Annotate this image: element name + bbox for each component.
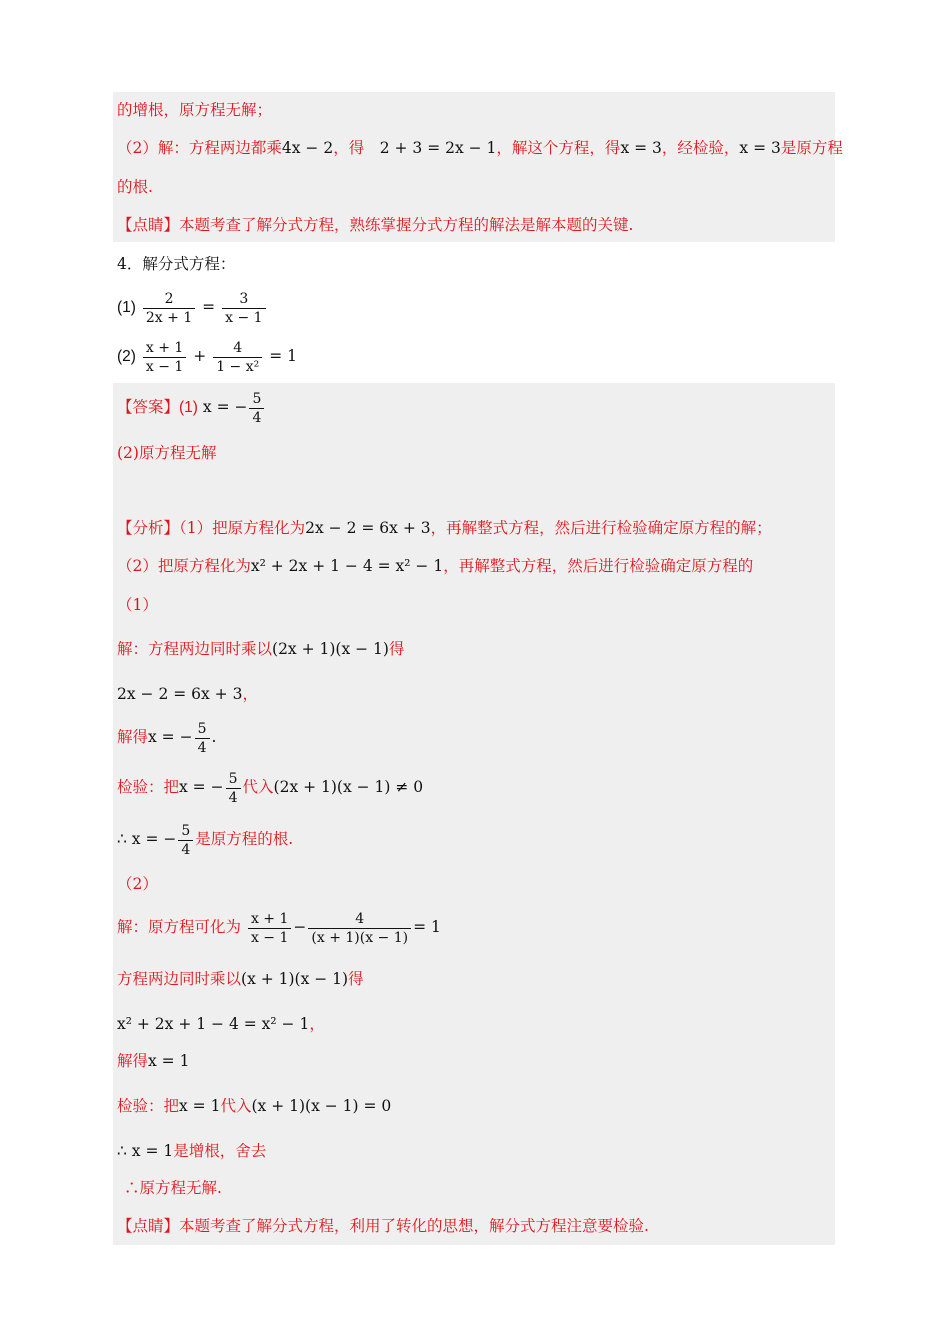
detail-part-1-label: （1）: [117, 596, 158, 614]
text-line: 的根.: [117, 178, 153, 196]
text-line: 的增根，原方程无解；: [117, 101, 273, 119]
comment-tag: 【点睛】: [117, 216, 180, 234]
detail-line: 2x − 2 = 6x + 3，: [117, 685, 258, 703]
detail-part-2-label: （2）: [117, 875, 158, 893]
analysis-line-1: 【分析】（1）把原方程化为2x − 2 = 6x + 3，再解整式方程，然后进行检验确定原方程的解；: [117, 519, 772, 537]
detail-line: ∴ x = 1是增根，舍去: [117, 1142, 267, 1160]
detail-line: 检验：把x = − $\frac{5}{4}$ 代入(2x + 1)(x − 1) ≠ 0: [117, 770, 424, 806]
comment-line: 【点睛】本题考查了解分式方程，熟练掌握分式方程的解法是解本题的关键.: [117, 216, 634, 234]
detail-line: 解得x = − $\frac{5}{4}$ .: [117, 720, 217, 756]
question-part-2: (2) $\frac{x + 1}{x - 1}$ + $\frac{4}{\text{1 − x²}}$ = 1: [117, 339, 297, 375]
text-line: （2）解：方程两边都乘4x − 2，得 2 + 3 = 2x − 1，解这个方程，得x = 3，经检验，x = 3是原方程: [117, 139, 843, 157]
analysis-tag: 【分析】: [117, 519, 180, 537]
detail-line: 检验：把x = 1代入(x + 1)(x − 1) = 0: [117, 1097, 392, 1115]
answer-tag: 【答案】: [117, 398, 180, 416]
answer-line-1: 【答案】(1) x = − $\frac{5}{4}$: [117, 388, 266, 427]
detail-line: x² + 2x + 1 − 4 = x² − 1，: [117, 1015, 325, 1033]
comment-tag: 【点睛】: [117, 1217, 180, 1235]
question-title: 4．解分式方程：: [117, 255, 236, 273]
analysis-line-2: （2）把原方程化为x² + 2x + 1 − 4 = x² − 1，再解整式方程，然后进行检验确定原方程的: [117, 557, 754, 575]
detail-line: ∴原方程无解.: [124, 1179, 222, 1197]
detail-line: 解：原方程可化为 $\frac{x + 1}{x - 1}$ − $\frac{4}{(x + 1)(x - 1)}$ = 1: [117, 910, 441, 946]
detail-line: ∴ x = − $\frac{5}{4}$ 是原方程的根.: [117, 822, 294, 858]
comment-line: 【点睛】本题考查了解分式方程，利用了转化的思想，解分式方程注意要检验.: [117, 1217, 649, 1235]
detail-line: 解得x = 1: [117, 1052, 190, 1070]
detail-line: 解：方程两边同时乘以(2x + 1)(x − 1)得: [117, 640, 405, 658]
answer-line-2: (2)原方程无解: [117, 444, 217, 462]
question-part-1: (1) $\frac{2}{2x + 1}$ = $\frac{3}{x - 1}$: [117, 288, 268, 327]
detail-line: 方程两边同时乘以(x + 1)(x − 1)得: [117, 970, 364, 988]
